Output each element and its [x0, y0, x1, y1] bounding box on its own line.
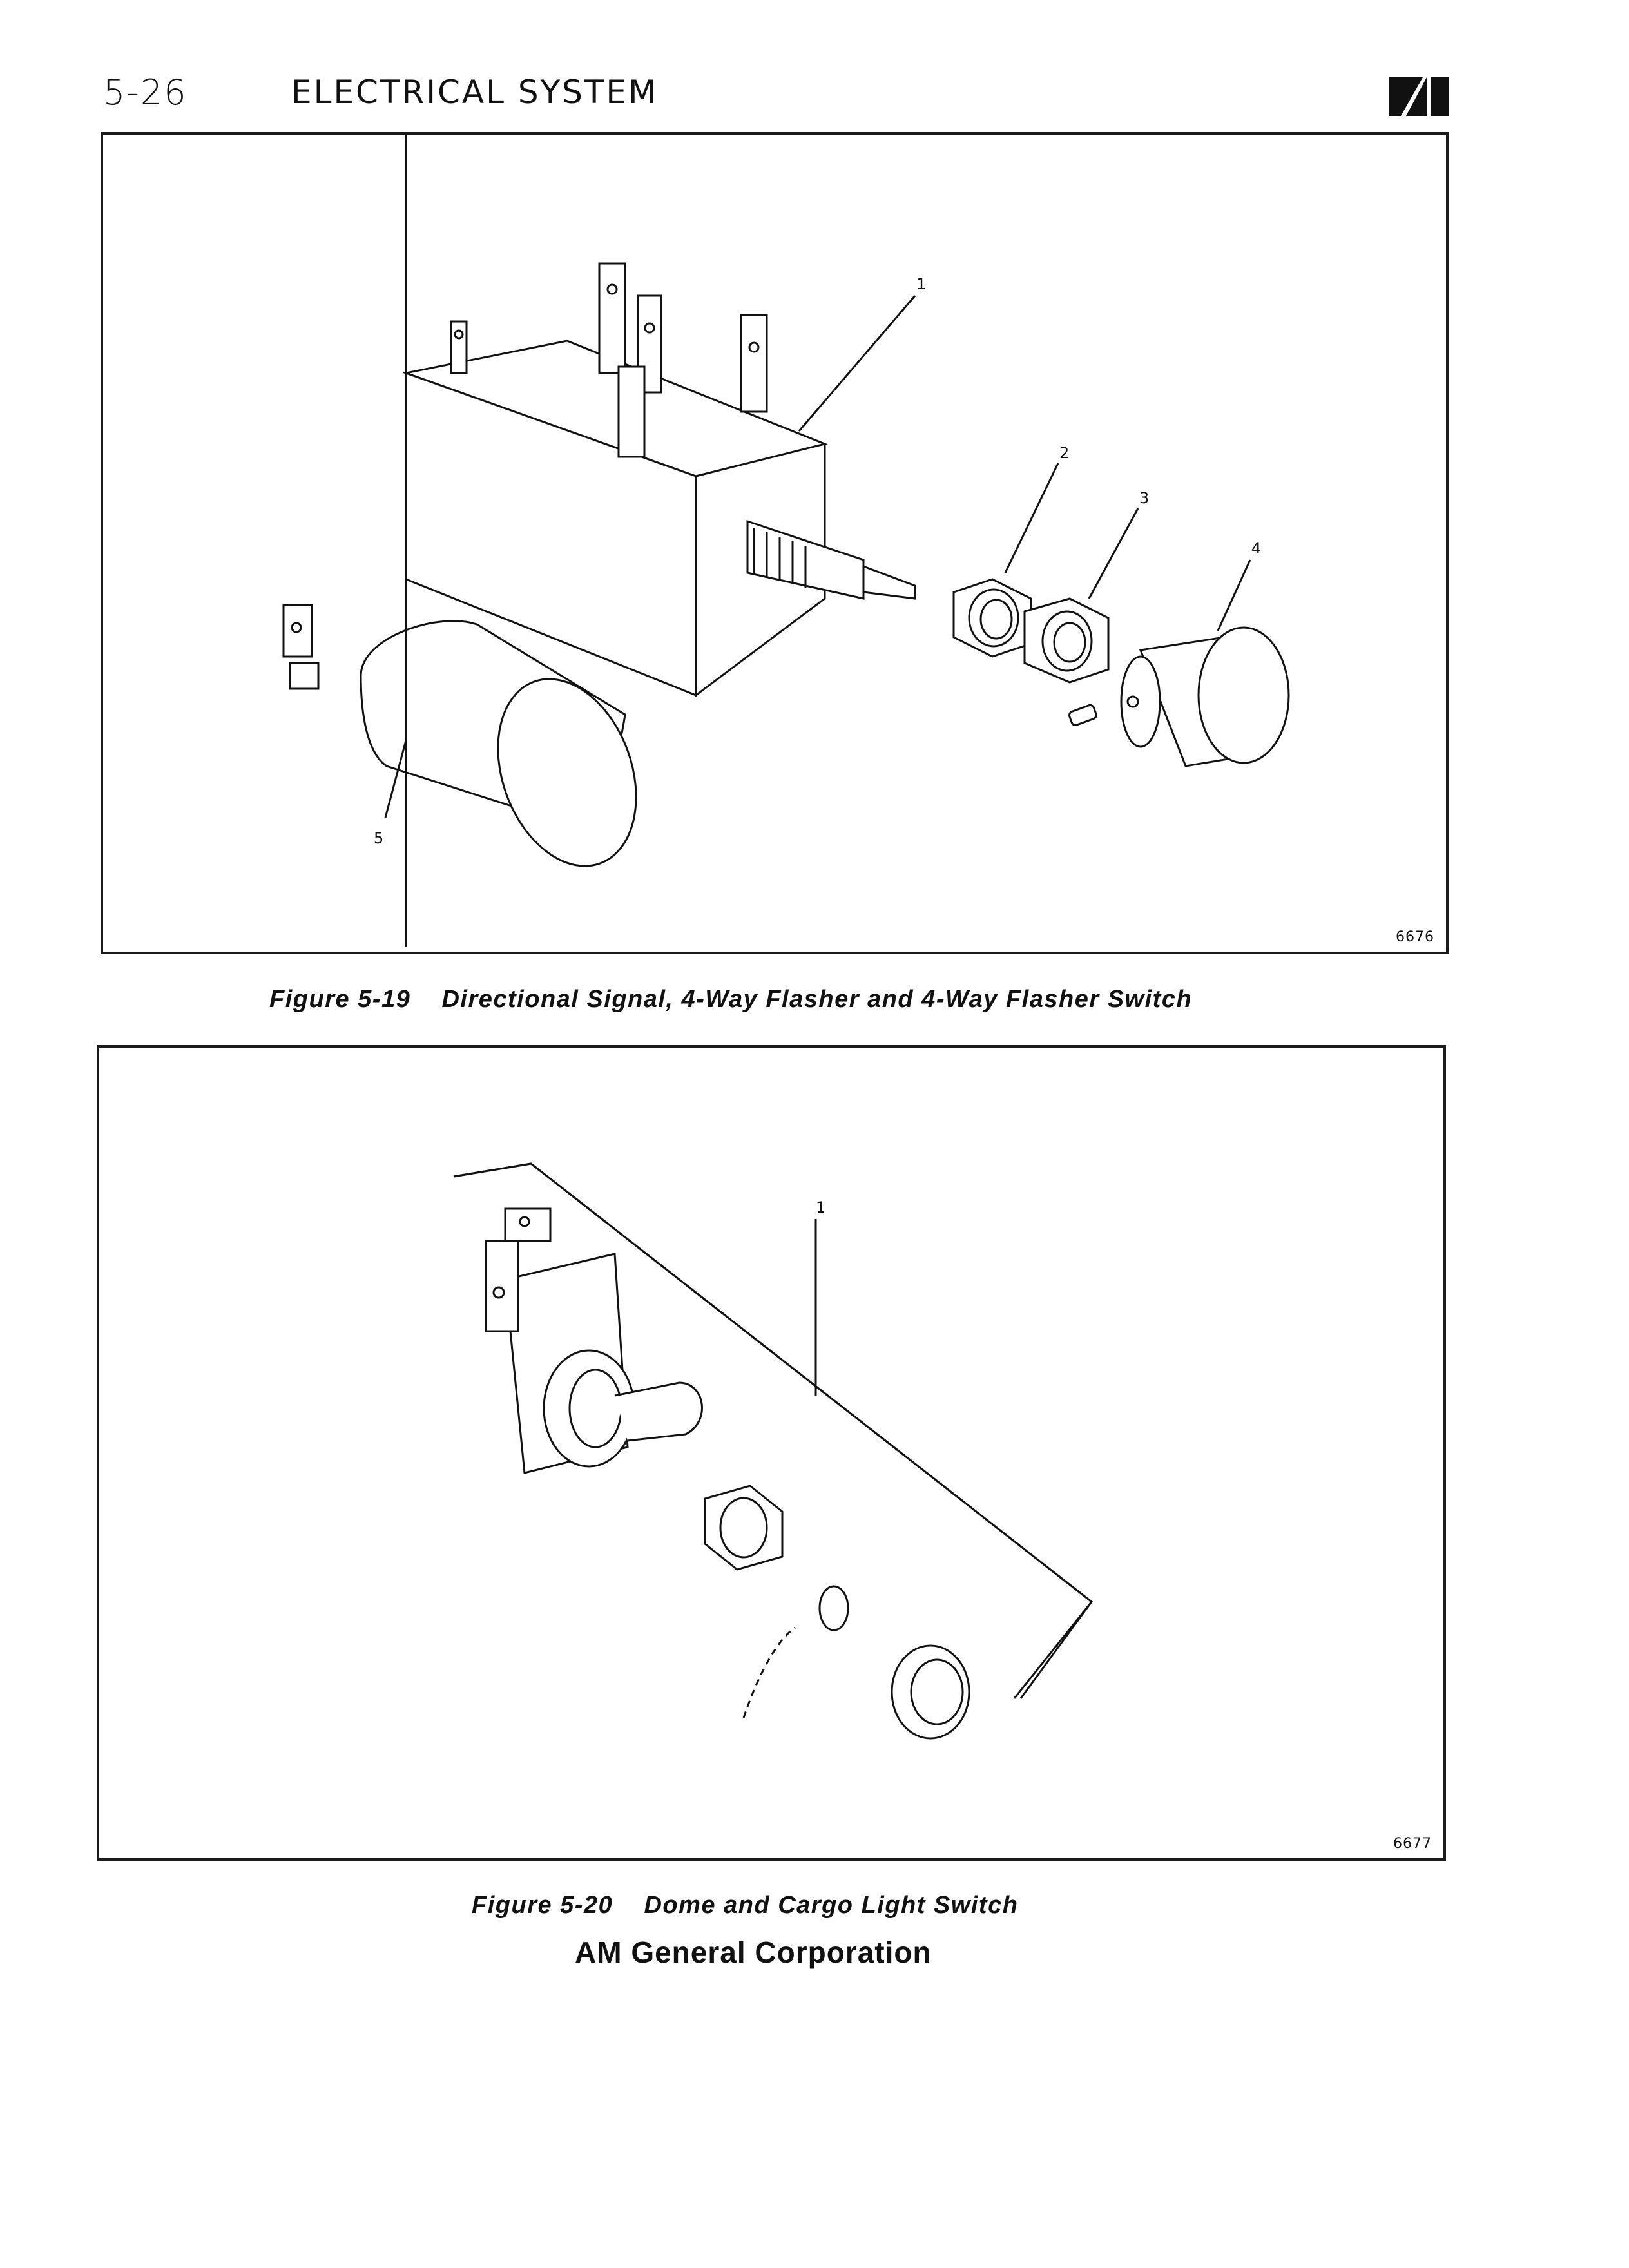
hex-nut [705, 1486, 782, 1570]
caption-number: Figure 5-20 [472, 1892, 613, 1919]
figure-5-20-frame [97, 1045, 1446, 1861]
caption-title: Directional Signal, 4-Way Flasher and 4-Way Flasher Switch [441, 986, 1193, 1013]
nut-2 [954, 579, 1031, 657]
callout-1: 1 [816, 1198, 826, 1216]
caption-number: Figure 5-19 [269, 986, 411, 1013]
callout-5: 5 [374, 829, 384, 847]
page-number: 5-26 [103, 72, 188, 113]
figure-5-19-caption [269, 986, 1192, 1014]
jeep-logo-icon [1389, 72, 1449, 116]
figure-5-20-illustration [99, 1048, 1443, 1858]
bezel-ring [892, 1646, 969, 1738]
callout-4: 4 [1251, 539, 1262, 557]
section-title: ELECTRICAL SYSTEM [291, 73, 659, 111]
nut-3 [1025, 599, 1108, 682]
callout-3: 3 [1139, 489, 1150, 507]
figure-5-20-caption [472, 1892, 1018, 1919]
drawing-code: 6676 [1396, 929, 1434, 945]
figure-5-19-frame [101, 132, 1449, 954]
caption-title: Dome and Cargo Light Switch [644, 1892, 1019, 1919]
publisher-footer: AM General Corporation [575, 1936, 932, 1969]
toggle-switch [486, 1209, 702, 1473]
figure-5-19-illustration [103, 135, 1446, 952]
callout-1: 1 [916, 275, 927, 293]
callout-2: 2 [1059, 444, 1070, 462]
drawing-code: 6677 [1393, 1836, 1432, 1852]
